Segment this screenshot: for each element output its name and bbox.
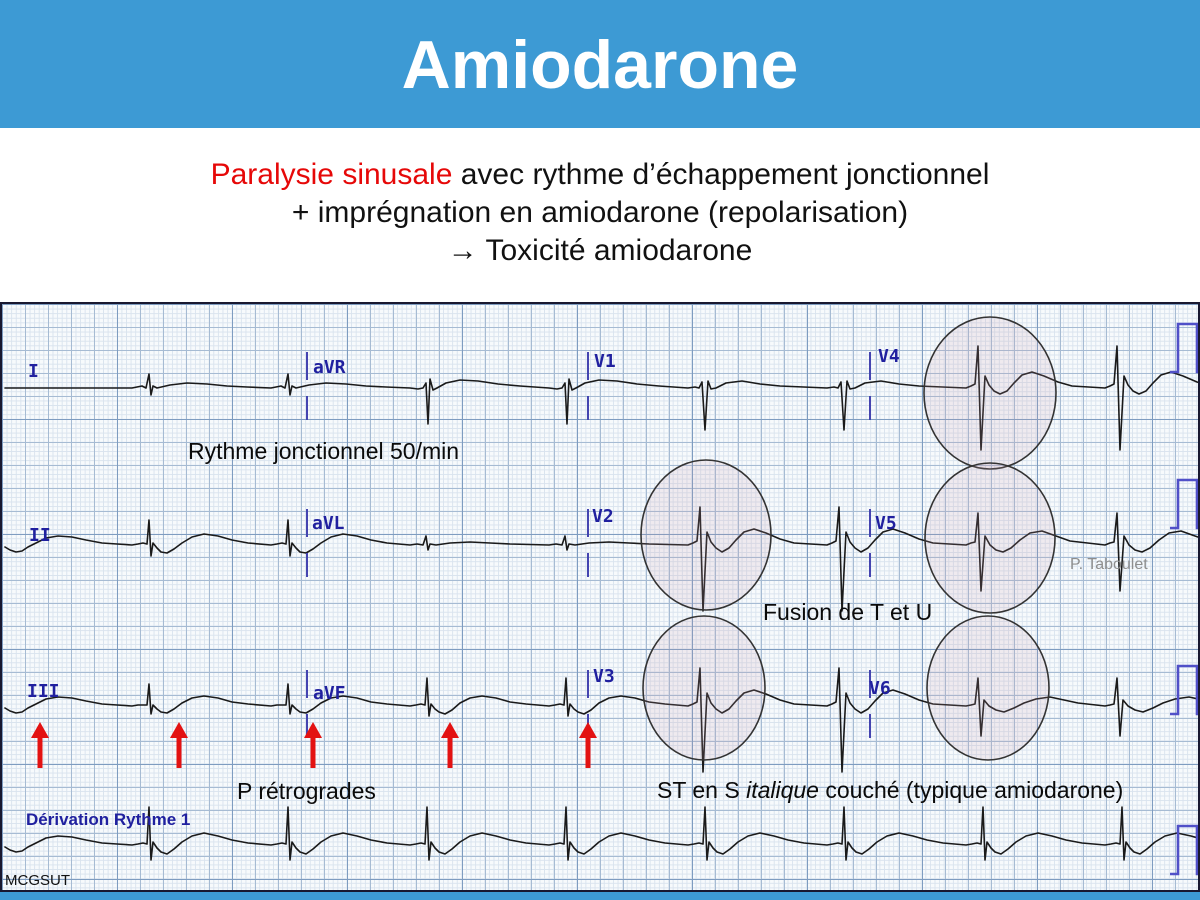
annotation-retrograde-p: P rétrogrades <box>237 778 376 804</box>
retrograde-p-arrow <box>170 722 188 768</box>
lead-label-V4: V4 <box>878 346 900 367</box>
subtitle-highlight: Paralysie sinusale <box>210 158 453 191</box>
lead-label-III: III <box>27 681 60 702</box>
st-text-italic: italique <box>746 777 819 803</box>
calibration-pulse <box>1170 480 1198 528</box>
subtitle-block <box>0 156 1200 270</box>
file-code: MCGSUT <box>5 872 70 889</box>
st-text-pre: ST en S <box>657 777 747 803</box>
lead-label-V3: V3 <box>593 666 615 687</box>
lead-label-V5: V5 <box>875 513 897 534</box>
lead-label-aVL: aVL <box>312 513 345 534</box>
retrograde-p-arrow <box>579 722 597 768</box>
highlight-circle <box>641 460 771 610</box>
bottom-blue-strip <box>0 892 1200 900</box>
lead-label-I: I <box>28 361 39 382</box>
annotation-st-segment <box>657 777 1123 804</box>
subtitle-line-1 <box>0 156 1200 194</box>
subtitle-line-3: → Toxicité amiodarone <box>447 234 753 267</box>
highlight-circle <box>643 616 765 760</box>
subtitle-line1-rest: avec rythme d’échappement jonctionnel <box>452 158 990 191</box>
annotation-junctional-rhythm: Rythme jonctionnel 50/min <box>188 438 460 464</box>
subtitle-line-2: + imprégnation en amiodarone (repolarisation) <box>291 196 909 229</box>
highlight-circle <box>927 616 1049 760</box>
lead-label-V1: V1 <box>594 351 616 372</box>
lead-label-V6: V6 <box>869 678 891 699</box>
title-banner <box>0 0 1200 128</box>
annotation-t-u-fusion: Fusion de T et U <box>763 599 933 625</box>
highlight-circle <box>925 463 1055 613</box>
author-watermark: P. Taboulet <box>1070 556 1148 573</box>
st-text-post: couché (typique amiodarone) <box>818 777 1124 803</box>
slide-title: Amiodarone <box>401 27 799 103</box>
lead-label-rhythm-strip: Dérivation Rythme 1 <box>26 810 191 829</box>
lead-label-V2: V2 <box>592 506 614 527</box>
retrograde-p-arrow <box>441 722 459 768</box>
highlight-circle <box>924 317 1056 469</box>
calibration-pulse <box>1170 666 1198 714</box>
retrograde-p-arrow <box>31 722 49 768</box>
calibration-pulse <box>1170 324 1198 372</box>
retrograde-p-arrows-group <box>31 722 597 768</box>
lead-label-aVF: aVF <box>313 683 346 704</box>
lead-label-II: II <box>29 525 51 546</box>
ecg-panel <box>0 302 1200 892</box>
lead-label-aVR: aVR <box>313 357 346 378</box>
